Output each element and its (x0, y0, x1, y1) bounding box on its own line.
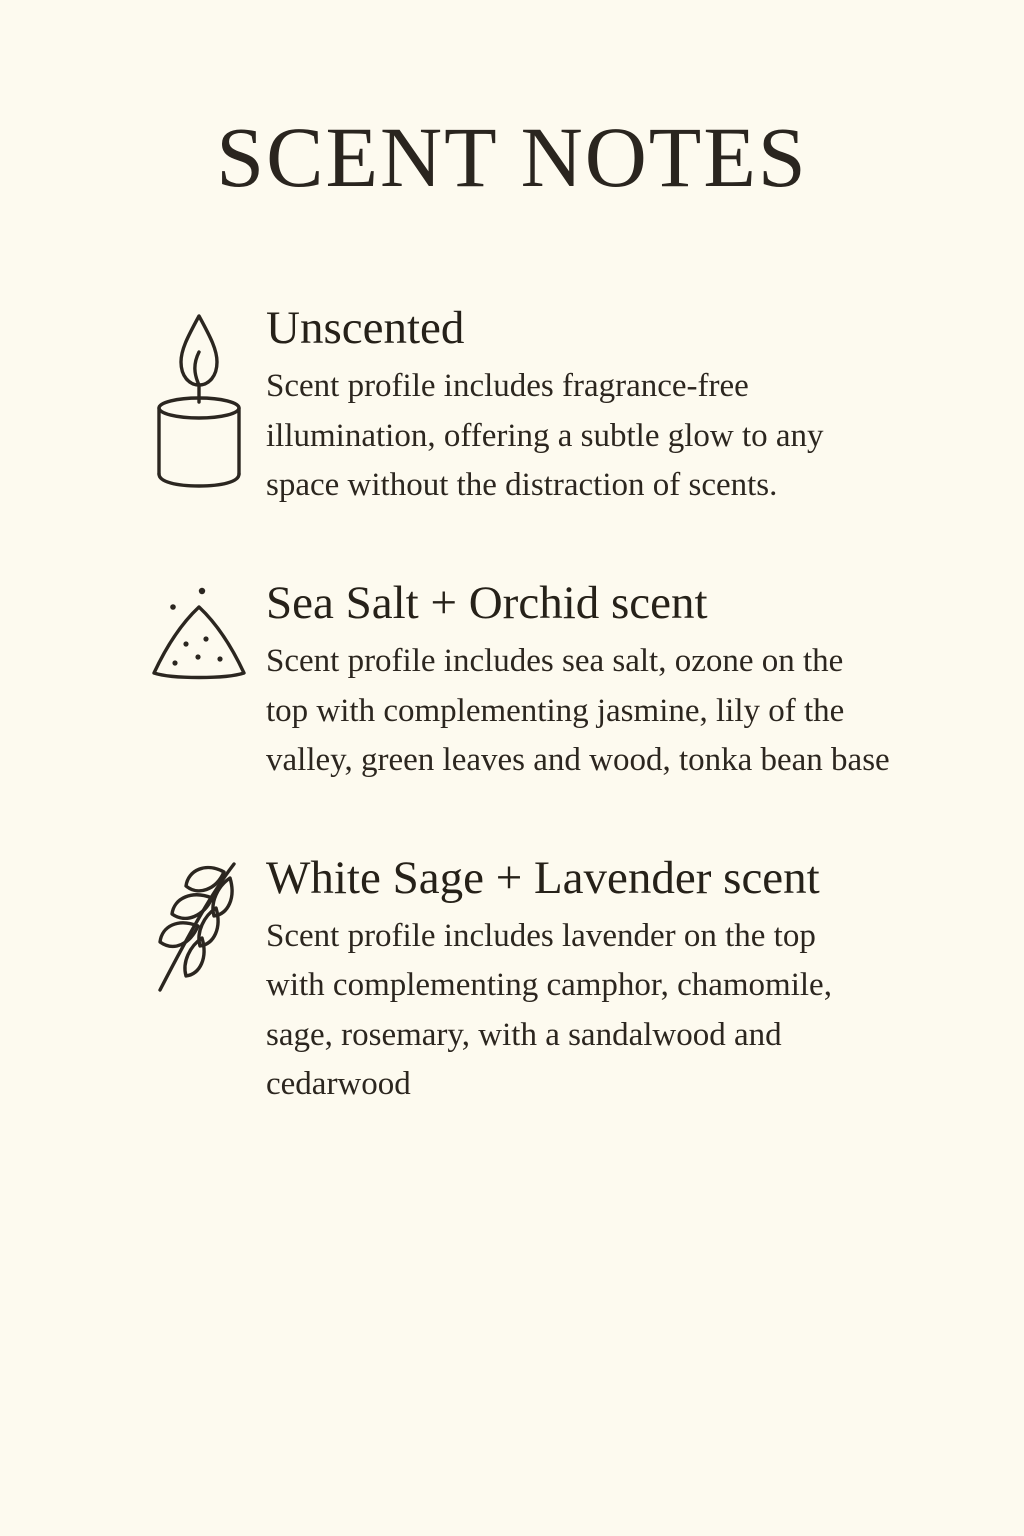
scent-description: Scent profile includes fragrance-free illumination, offering a subtle glow to any space without the distraction of scents. (266, 368, 824, 504)
scent-description: Scent profile includes lavender on the top with complementing camphor, chamomile, sage, rosemary, with a sandalwood and cedarwood (266, 917, 832, 1103)
scent-name: Sea Salt + Orchid scent (266, 576, 708, 629)
scent-list (0, 298, 1024, 1109)
herb-sprig-icon (140, 848, 258, 1006)
page-title: SCENT NOTES (216, 109, 808, 205)
scent-name: White Sage + Lavender scent (266, 851, 820, 904)
scent-description: Scent profile includes sea salt, ozone on the top with complementing jasmine, lily of the valley, green leaves and wood, tonka bean base (266, 643, 890, 779)
list-item (140, 298, 904, 511)
scent-text (258, 573, 904, 786)
scent-text (258, 848, 904, 1110)
salt-pile-icon (140, 573, 258, 691)
list-item (140, 848, 904, 1110)
scent-text (258, 298, 904, 511)
scent-name: Unscented (266, 302, 465, 355)
candle-icon (140, 298, 258, 491)
list-item (140, 573, 904, 786)
